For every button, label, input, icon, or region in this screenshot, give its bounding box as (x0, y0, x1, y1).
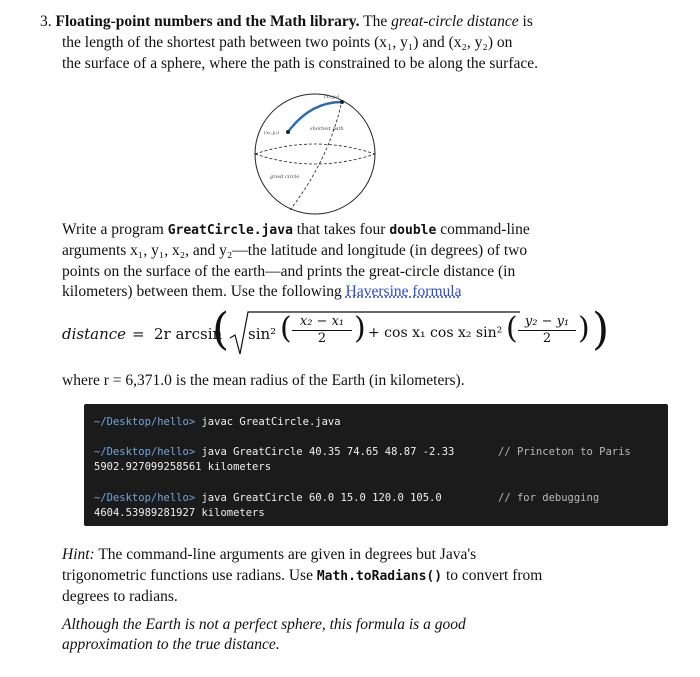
paren-2-right: ) (578, 311, 590, 346)
fraction-2-denominator: 2 (542, 331, 552, 346)
terminal-line-2 (94, 446, 454, 458)
problem-line-2: the length of the shortest path between two points (x₁, y₁) and (x₂, y₂) on (62, 34, 513, 51)
terminal-prompt: ~/Desktop/hello> (94, 416, 196, 428)
paren-1-right: ) (354, 311, 366, 346)
point-1-marker (286, 130, 290, 134)
terminal-prompt: ~/Desktop/hello> (94, 446, 196, 458)
fraction-1 (292, 314, 352, 346)
haversine-formula (62, 304, 622, 360)
note-line-1: Although the Earth is not a perfect sphere, this formula is a good (62, 616, 466, 633)
fraction-2 (518, 314, 576, 346)
problem-number: 3. (40, 13, 52, 30)
note-line-2: approximation to the true distance. (62, 636, 280, 653)
formula-lhs: distance (62, 325, 127, 343)
great-circle-arc (290, 100, 342, 210)
terminal-command: java GreatCircle 60.0 15.0 120.0 105.0 (201, 492, 442, 504)
terminal-window (84, 404, 668, 526)
problem-title: Floating-point numbers and the Math library. (55, 13, 360, 30)
sphere-outline (255, 94, 375, 214)
terminal-command: javac GreatCircle.java (201, 416, 341, 428)
hint-label: Hint: (62, 546, 95, 563)
terminal-output-1: 5902.927099258561 kilometers (94, 461, 272, 473)
sin2-term: sin² (248, 325, 277, 343)
hint-line-1: Hint: The command-line arguments are given in degrees but Java's (62, 546, 477, 563)
fraction-2-numerator: y₂ − y₁ (518, 314, 576, 331)
fraction-1-denominator: 2 (317, 331, 327, 346)
hint-line-2: trigonometric functions use radians. Use Math.toRadians() to convert from (62, 567, 543, 584)
point-2-label: (x₂,y₂) (324, 94, 340, 100)
program-name: GreatCircle.java (167, 223, 293, 238)
fraction-1-numerator: x₂ − x₁ (292, 314, 352, 331)
sphere-figure (250, 88, 390, 228)
task-line-2: arguments x₁, y₁, x₂, and y₂—the latitude and longitude (in degrees) of two (62, 242, 528, 259)
outer-paren-left: ( (212, 304, 230, 355)
great-circle-label: great circle (270, 174, 300, 180)
shortest-path-label: shortest path (310, 126, 344, 132)
hint-line-3: degrees to radians. (62, 588, 178, 605)
equator-front (255, 154, 375, 164)
point-1-label: (x₁,y₁) (264, 130, 280, 136)
problem-heading: 3. Floating-point numbers and the Math library. The great-circle distance is (40, 13, 533, 30)
terminal-line-1 (94, 416, 341, 428)
outer-paren-right: ) (592, 304, 610, 355)
great-circle-term: great-circle distance (391, 13, 519, 30)
terminal-line-3 (94, 492, 442, 504)
to-radians-code: Math.toRadians() (316, 569, 443, 584)
terminal-command: java GreatCircle 40.35 74.65 48.87 -2.33 (201, 446, 455, 458)
equator-back (255, 144, 375, 154)
terminal-prompt: ~/Desktop/hello> (94, 492, 196, 504)
formula-equals: = (132, 325, 145, 343)
task-line-4: kilometers) between them. Use the following Haversine formula (62, 283, 462, 300)
terminal-output-2: 4604.53989281927 kilometers (94, 507, 265, 519)
paren-2-left: ( (506, 311, 518, 346)
radius-text: where r = 6,371.0 is the mean radius of the Earth (in kilometers). (62, 372, 465, 389)
double-type: double (389, 223, 437, 238)
haversine-link[interactable]: Haversine formula (345, 283, 462, 300)
terminal-comment: // for debugging (498, 492, 600, 504)
paren-1-left: ( (280, 311, 292, 346)
cos-term: + cos x₁ cos x₂ sin² (368, 325, 503, 341)
task-line-3: points on the surface of the earth—and prints the great-circle distance (in (62, 263, 516, 280)
formula-coef: 2r arcsin (154, 325, 223, 343)
point-2-marker (340, 100, 344, 104)
terminal-comment: // Princeton to Paris (498, 446, 631, 458)
problem-line-3: the surface of a sphere, where the path is constrained to be along the surface. (62, 55, 538, 72)
task-line-1: Write a program GreatCircle.java that takes four double command-line (62, 221, 530, 238)
